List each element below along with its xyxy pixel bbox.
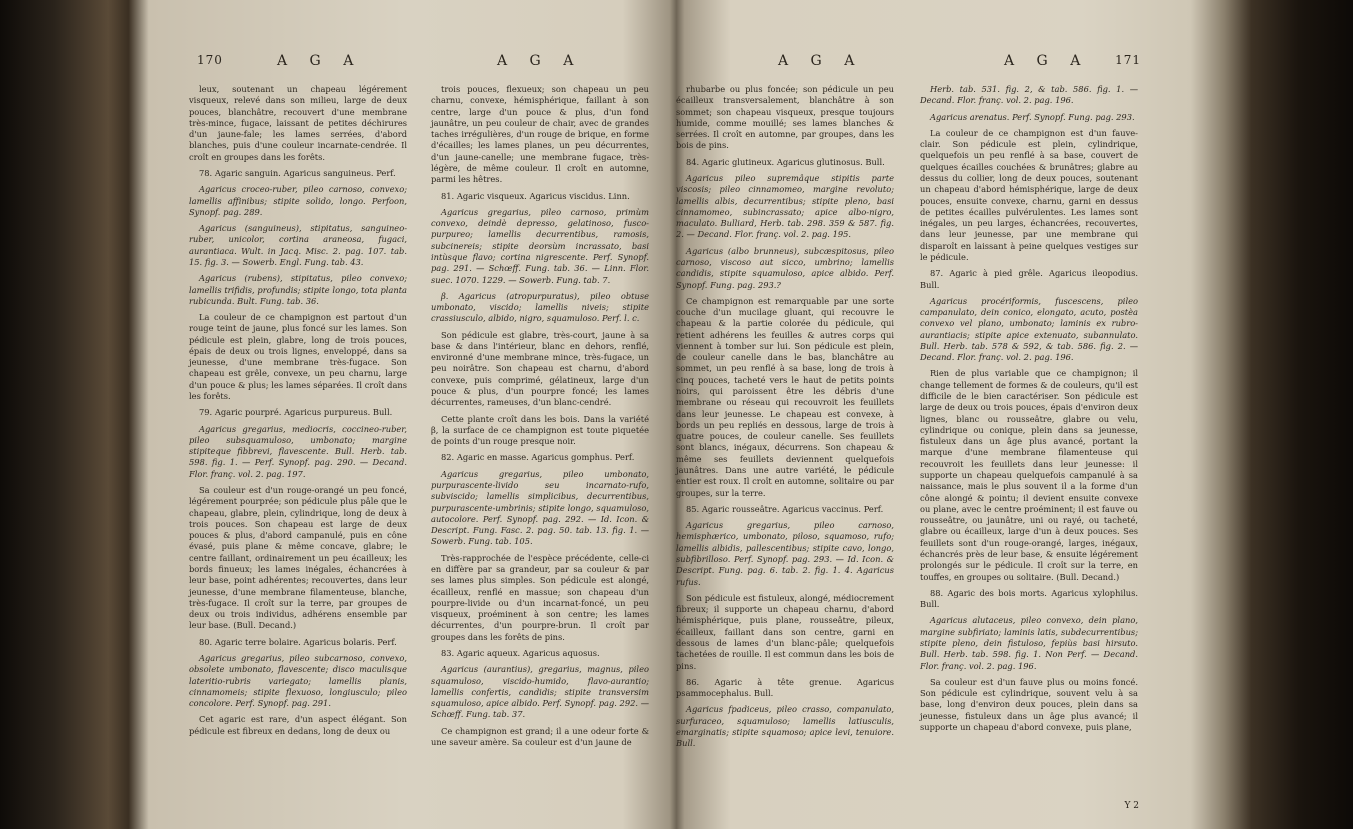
latin-description: Agaricus fpadiceus, pileo crasso, companulato, surfuraceo, squamuloso; lamellis latiusculis, emarginatis; stipite squamoso; apice levi, tenuiore. Bull. xyxy=(676,704,894,749)
running-head xyxy=(668,52,1153,72)
paragraph: La couleur de ce champignon est d'un fauve-clair. Son pédicule est plein, cylindrique, quelquefois un peu renflé à sa base, couvert de quelques écailles couchées & brunâtres; glabre au dessus du collier, long de deux pouces, soutenant un chapeau d'abord hémisphérique, large de deux pouces, ensuite convexe, charnu, garni en dessus de petites écailles pulvérulentes. Les lames sont inégales, un peu larges, échancrées, recouvertes, dans leur jeunesse, par une membrane qui disparoît en laissant à peine quelques vestiges sur le pédicule. xyxy=(920,127,1138,262)
species-heading: 80. Agaric terre bolaire. Agaricus bolaris. Perf. xyxy=(199,636,397,647)
paragraph: Cette plante croît dans les bois. Dans la variété β, la surface de ce champignon est toute piquetée de points d'un rouge presque noir. xyxy=(431,413,649,447)
paragraph: rhubarbe ou plus foncée; son pédicule un peu écailleux transversalement, blanchâtre à son sommet; son chapeau visqueux, presque toujours humide, comme mouillé; ses lames blanches & serrées. Il croît en automne, par groupes, dans les bois de pins. xyxy=(676,84,894,151)
latin-description: Agaricus croceo-ruber, pileo carnoso, convexo; lamellis affinibus; stipite solido, longo. Perfoon, Synopf. pag. 289. xyxy=(189,184,407,217)
paragraph: trois pouces, flexueux; son chapeau un peu charnu, convexe, hémisphérique, faillant à son centre, large d'un pouce & plus, d'un fond jaunâtre, un peu couleur de chair, avec de grandes taches irrégulières, d'un rouge de brique, en forme d'écailles; les lames planes, un peu décurrentes, d'un jaune-canelle; une membrane fugace, très-légère, de même couleur. Il croît en automne, parmi les hêtres. xyxy=(431,84,649,185)
paragraph: Sa couleur est d'un fauve plus ou moins foncé. Son pédicule est cylindrique, souvent velu à sa base, long d'environ deux pouces, plein dans sa jeunesse, fistuleux dans un âge plus avancé; il supporte un chapeau d'abord convexe, puis plane, xyxy=(920,676,1138,732)
running-head xyxy=(185,52,655,72)
paragraph: Ce champignon est grand; il a une odeur forte & une saveur amère. Sa couleur est d'un jaune de xyxy=(431,725,649,747)
species-heading: 88. Agaric des bois morts. Agaricus xylophilus. Bull. xyxy=(920,587,1138,610)
species-heading: 87. Agaric à pied grêle. Agaricus ileopodius. Bull. xyxy=(920,268,1138,290)
running-title: A G A xyxy=(497,53,583,69)
running-title: A G A xyxy=(778,53,864,69)
paragraph: Cet agaric est rare, d'un aspect élégant. Son pédicule est fibreux en dedans, long de deux ou xyxy=(189,714,407,736)
species-heading: 78. Agaric sanguin. Agaricus sanguineus. Perf. xyxy=(199,167,396,178)
paragraph: Très-rapprochée de l'espèce précédente, celle-ci en diffère par sa grandeur, par sa couleur & par ses lames plus simples. Son pédicule est alongé, écailleux, renflé en massue; son chapeau d'un pourpre-livide ou d'un incarnat-foncé, un peu visqueux, proéminent à son centre; les lames décurrentes, d'un pourpre-brun. Il croît par groupes dans les forêts de pins. xyxy=(431,552,649,642)
page-number: 171 xyxy=(1115,53,1141,67)
latin-description: Agaricus (sanguineus), stipitatus, sanguineo-ruber, unicolor, cortina araneosa, fugaci, aurantiaca. Wult. in Jacq. Misc. 2. pag. 107. tab. 15. fig. 3. — Sowerb. Engl. Fung. tab. 43. xyxy=(189,223,407,267)
running-title: A G A xyxy=(1004,53,1090,69)
species-heading: 83. Agaric aqueux. Agaricus aquosus. xyxy=(441,647,600,658)
latin-description: Herb. tab. 531. fig. 2, & tab. 586. fig. 1. — Decand. Flor. franç. vol. 2. pag. 196. xyxy=(920,84,1138,106)
signature-mark: Y 2 xyxy=(1124,800,1139,811)
page-number: 170 xyxy=(197,53,223,67)
species-heading: 85. Agaric rousseâtre. Agaricus vaccinus. Perf. xyxy=(686,503,884,514)
latin-description: Agaricus procériformis, fuscescens, pileo campanulato, dein conico, elongato, acuto, postèa convexo vel plano, umbonato; laminis ex rubro-aurantiacis; stipite apice extenuato, subannulato. Bull. Herb. tab. 578 & 592, & tab. 586. fig. 2. — Decand. Flor. franç. vol. 2. pag. 196. xyxy=(920,295,1138,363)
species-heading: 86. Agaric à tête grenue. Agaricus psammocephalus. Bull. xyxy=(676,676,894,699)
latin-description: Agaricus gregarius, pileo umbonato, purpurascente-livido seu incarnato-rufo, subviscido; lamellis simplicibus, decurrentibus, purpurascente-umbrinis; stipite longo, squamuloso, autocolore. Perf. Synopf. pag. 292. — Id. Icon. & Descript. Fung. Fasc. 2. pag. 50. tab. 13. fig. 1. — Sowerb. Fung. tab. 105. xyxy=(431,468,649,547)
latin-description: Agaricus gregarius, pileo carnoso, hemisphærico, umbonato, piloso, squamoso, rufo; lamellis albidis, pallescentibus; stipite cavo, longo, subfibrilloso. Perf. Synopf. pag. 293. — Id. Icon. & Descript. Fung. pag. 6. tab. 2. fig. 1. 4. Agaricus rufus. xyxy=(676,520,894,587)
latin-description: Agaricus alutaceus, pileo convexo, dein plano, margine subfiriato; laminis latis, subdecurrentibus; stipite pleno, dein fistuloso, fepiùs basi hirsuto. Bull. Herb. tab. 598. fig. 1. Non Perf. — Decand. Flor. franç. vol. 2. pag. 196. xyxy=(920,615,1138,671)
text-column xyxy=(676,84,894,754)
latin-description: Agaricus (rubens), stipitatus, pileo convexo; lamellis trifidis, profundis; stipite longo, tota planta rubicunda. Bult. Fung. tab. 36. xyxy=(189,273,407,306)
latin-description: Agaricus pileo supremâque stipitis parte viscosis; pileo cinnamomeo, margine revoluto; lamellis albis, decurrentibus; stipite pleno, basi cinnamomeo, subincrassato; apice albo-nigro, maculato. Bulliard, Herb. tab. 298. 359 & 587. fig. 2. — Decand. Flor. franç. vol. 2. pag. 195. xyxy=(676,172,894,240)
paragraph: La couleur de ce champignon est partout d'un rouge teint de jaune, plus foncé sur les lames. Son pédicule est plein, glabre, long de trois pouces, épais de deux ou trois lignes, enveloppé, dans sa jeunesse, d'une membrane très-fugace. Son chapeau est grêle, convexe, un peu charnu, large d'un pouce & plus; les lames séparées. Il croît dans les forêts. xyxy=(189,312,407,402)
latin-description: Agaricus gregarius, pileo subcarnoso, convexo, obsolete umbonato, flavescente; disco maculisque lateritio-rubris variegato; lamellis planis, cinnamomeis; stipite flexuoso, longiusculo; pileo concolore. Perf. Synopf. pag. 291. xyxy=(189,652,407,709)
latin-description: Agaricus (albo brunneus), subcæspitosus, pileo carnoso, viscoso aut sicco, umbrino; lamellis candidis, stipite squamuloso, apice albido. Perf. Synopf. Fung. pag. 293.? xyxy=(676,245,894,290)
latin-description: Agaricus arenatus. Perf. Synopf. Fung. pag. 293. xyxy=(930,111,1135,122)
text-column xyxy=(431,84,649,753)
paragraph: Son pédicule est fistuleux, alongé, médiocrement fibreux; il supporte un chapeau charnu, d'abord hémisphérique, puis plane, rousseâtre, pileux, écailleux, faillant dans son centre, garni en dessous de lames d'un blanc-pâle; quelquefois tachetées de rouille. Il est commun dans les bois de pins. xyxy=(676,592,894,671)
species-heading: 79. Agaric pourpré. Agaricus purpureus. Bull. xyxy=(199,407,393,418)
latin-description: Agaricus gregarius, pileo carnoso, primùm convexo, deindè depresso, gelatinoso, fusco-purpureo; lamellis decurrentibus, ramosis, subcinereis; stipite deorsùm incrassato, basi intùsque flavo; cortina nigrescente. Perf. Synopf. pag. 291. — Schœff. Fung. tab. 36. — Linn. Flor. suec. 1070. 1229. — Sowerb. Fung. tab. 7. xyxy=(431,206,649,285)
species-heading: 84. Agaric glutineux. Agaricus glutinosus. Bull. xyxy=(686,156,885,167)
latin-description: Agaricus (aurantius), gregarius, magnus, pileo squamuloso, viscido-humido, flavo-aurantio; lamellis confertis, candidis; stipite transversim squamuloso, apice albido. Perf. Synopf. pag. 292. — Schœff. Fung. tab. 37. xyxy=(431,664,649,720)
paragraph: Son pédicule est glabre, très-court, jaune à sa base & dans l'intérieur, blanc en dehors, renflé, environné d'une membrane mince, très-fugace, un peu noirâtre. Son chapeau est charnu, d'abord convexe, puis comprimé, gélatineux, large d'un pouce & plus, d'un pourpre foncé; les lames décurrentes, rameuses, d'un blanc-cendré. xyxy=(431,329,649,408)
latin-description: β. Agaricus (atropurpuratus), pileo obtuse umbonato, viscido; lamellis niveis; stipite crassiusculo, albido, nigro, squamuloso. Perf. l. c. xyxy=(431,290,649,324)
running-title: A G A xyxy=(277,53,363,69)
right-page xyxy=(668,42,1153,818)
species-heading: 81. Agaric visqueux. Agaricus viscidus. Linn. xyxy=(441,190,630,201)
text-column xyxy=(920,84,1138,738)
paragraph: Sa couleur est d'un rouge-orangé un peu foncé, légérement pourprée; son pédicule plus pâle que le chapeau, glabre, plein, cylindrique, long de deux à trois pouces. Son chapeau est large de deux pouces & plus, d'abord campanulé, puis en cône évasé, puis plane & même concave, glabre; le centre faillant, ordinairement un peu écailleux; les bords finueux; les lames inégales, échancrées à leur base, point adhérentes; recouvertes, dans leur jeunesse, d'une membrane filamenteuse, blanche, très-fugace. Il croît sur la terre, par groupes de deux ou trois individus, adhérens ensemble par leur base. (Bull. Decand.) xyxy=(189,485,407,631)
paragraph: Rien de plus variable que ce champignon; il change tellement de formes & de couleurs, qu'il est difficile de le bien caractériser. Son pédicule est large de deux ou trois pouces, épais d'environ deux lignes, blanc ou rousseâtre, glabre ou velu, cylindrique ou conique, plein dans sa jeunesse, fistuleux dans un âge plus avancé, portant la marque d'une membrane filamenteuse qui recouvroit les feuillets dans leur jeunesse: il supporte un chapeau quelquefois campanulé à sa naissance, mais le plus souvent il a la forme d'un cône alongé & pointu; il devient ensuite convexe ou plane, avec le centre proéminent; il est fauve ou rousseâtre, ou jaunâtre, uni ou rayé, ou tacheté, glabre ou écailleux, large d'un à deux pouces. Ses feuillets sont d'un rouge-orangé, larges, inégaux, échancrés près de leur base, & ensuite légérement prolongés sur le pédicule. Il croît sur la terre, en touffes, en groupes ou solitaire. (Bull. Decand.) xyxy=(920,368,1138,582)
paragraph: Ce champignon est remarquable par une sorte couche d'un mucilage gluant, qui recouvre le chapeau & la partie colorée du pédicule, qui retient adhérens les feuilles & autres corps qui viennent à tomber sur lui. Son pédicule est plein, de couleur canelle dans le bas, blanchâtre au sommet, un peu renflé à sa base, long de trois à cinq pouces, tacheté vers le haut de petits points noirs, qui paroissent être les débris d'une membrane ou réseau qui recouvroit les feuillets dans leur jeunesse. Le chapeau est convexe, à bords un peu repliés en dessous, large de trois à quatre pouces, de couleur canelle. Ses feuillets sont blancs, inégaux, décurrens. Son chapeau & même ses feuillets deviennent quelquefois jaunâtres. Dans une autre variété, le pédicule entier est roux. Il croît en automne, solitaire ou par groupes, sur la terre. xyxy=(676,295,894,498)
species-heading: 82. Agaric en masse. Agaricus gomphus. Perf. xyxy=(441,452,635,463)
paragraph: leux, soutenant un chapeau légérement visqueux, relevé dans son milieu, large de deux pouces, blanchâtre, recouvert d'une membrane très-mince, fugace, laissant de petites déchirures d'un jaune-fale; les lames serrées, d'abord blanches, puis d'une couleur incarnate-cendrée. Il croît en groupes dans les forêts. xyxy=(189,84,407,162)
text-column xyxy=(189,84,407,742)
latin-description: Agaricus gregarius, mediocris, coccineo-ruber, pileo subsquamuloso, umbonato; margine stipiteque fibbrevi, flavescente. Bull. Herb. tab. 598. fig. 1. — Perf. Synopf. pag. 290. — Decand. Flor. franç. vol. 2. pag. 197. xyxy=(189,423,407,479)
left-page xyxy=(185,42,655,818)
